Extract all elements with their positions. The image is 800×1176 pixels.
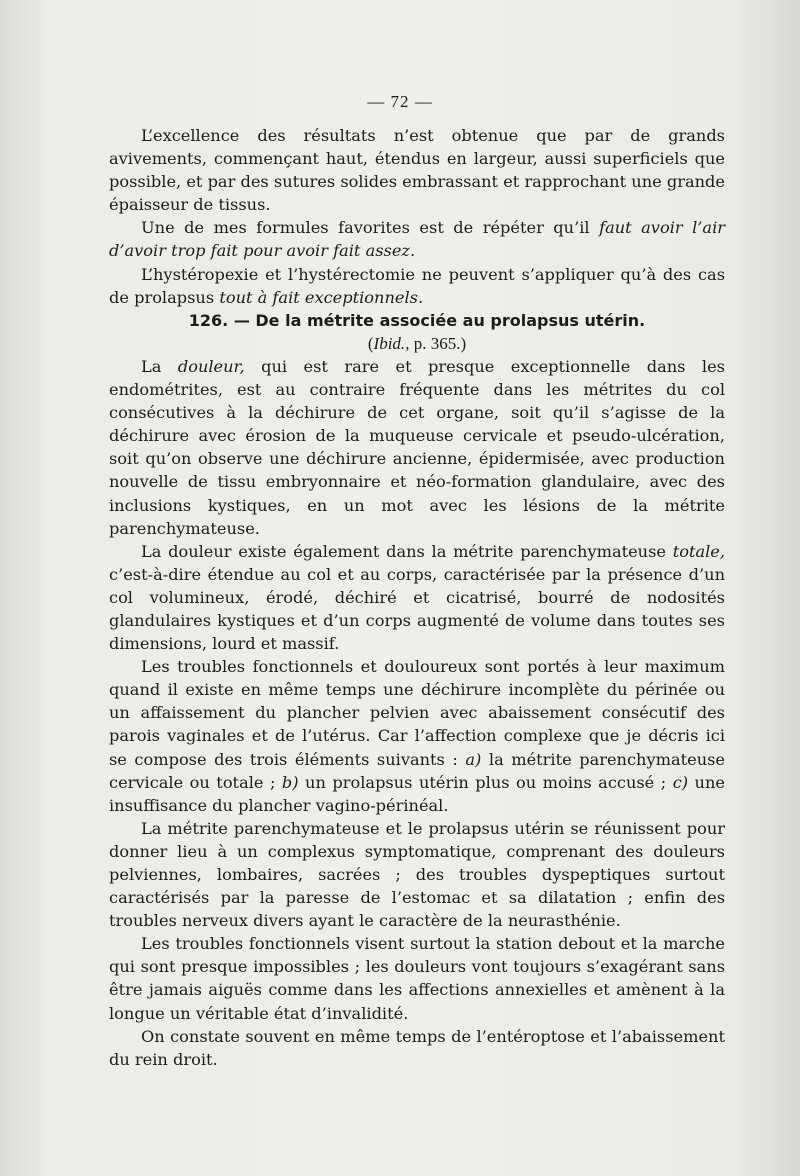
- list-marker-a: a): [465, 749, 482, 769]
- paragraph: [109, 263, 725, 309]
- paragraph: [109, 540, 725, 655]
- ref-ibid: Ibid.: [373, 333, 406, 353]
- paragraph-text: La métrite parenchymateuse et le prolapsus utérin se réunissent pour donner lieu à un complexus symptomatique, comprenant des douleurs pelviennes, lombaires, sacrées ; des troubles dyspeptiques surtout caractérisés par la paresse de l’estomac et sa dilatation ; enfin des troubles nerveux divers ayant le caractère de la neurasthénie.: [109, 818, 725, 931]
- section-reference: [109, 332, 725, 355]
- paragraph-text: L’hystéropexie et l’hystérectomie ne peuvent s’appliquer qu’à des cas de prolapsus: [109, 264, 725, 307]
- paragraph-text: La: [141, 356, 178, 376]
- ref-open-paren: (: [367, 333, 374, 353]
- paragraph: [109, 817, 725, 932]
- paragraph: [109, 124, 725, 216]
- paragraph-text: Les troubles fonctionnels et douloureux sont portés à leur maximum quand il existe en même temps une déchirure incomplète du périnée ou un affaissement du plancher pelvien avec abaissement consécutif des parois vaginales et de l’utérus. Car l’affection complexe que je décris ici se compose des trois éléments suivants :: [109, 657, 725, 769]
- paragraph: [109, 932, 725, 1024]
- paragraph-text: une insuffisance du plancher vagino-périnéal.: [109, 772, 725, 815]
- paragraph: [109, 655, 725, 817]
- ref-page: , p. 365.): [405, 333, 467, 353]
- paragraph-text: La douleur existe également dans la métrite parenchymateuse: [141, 541, 673, 561]
- paragraph-text: L’excellence des résultats n’est obtenue que par de grands avivements, commençant haut, étendus en largeur, aussi superficiels que possible, et par des sutures solides embrassant et rapprochant une grande épaisseur de tissus.: [109, 126, 725, 215]
- page-number: — 72 —: [367, 92, 433, 111]
- paragraph: [109, 355, 725, 540]
- italic-emphasis: tout à fait exceptionnels.: [219, 287, 424, 307]
- italic-emphasis: faut avoir l’air d’avoir trop fait pour avoir fait assez.: [109, 218, 725, 261]
- section-heading: 126. — De la métrite associée au prolapsus utérin.: [188, 310, 646, 330]
- page-body: [109, 124, 725, 1071]
- paragraph-text: la métrite parenchymateuse cervicale ou totale ;: [109, 749, 726, 792]
- paragraph-text: un prolapsus utérin plus ou moins accusé ;: [298, 772, 673, 792]
- list-marker-c: c): [672, 772, 689, 792]
- italic-emphasis: totale,: [672, 541, 725, 561]
- paragraph: [109, 216, 725, 262]
- paragraph-text: Une de mes formules favorites est de répéter qu’il: [141, 218, 600, 238]
- paragraph-text: Les troubles fonctionnels visent surtout la station debout et la marche qui sont presque impossibles ; les douleurs vont toujours s’exagérant sans être jamais aiguës comme dans les affections annexielles et amènent à la longue un véritable état d’invalidité.: [109, 934, 725, 1023]
- paragraph-text: qui est rare et presque exceptionnelle dans les endométrites, est au contraire fréquente dans les métrites du col consécutives à la déchirure de cet organe, soit qu’il s’agisse de la déchirure avec érosion de la muqueuse cervicale et pseudo-ulcération, soit qu’on observe une déchirure ancienne, épidermisée, avec production nouvelle de tissu embryonnaire et néo-formation glandulaire, avec des inclusions kystiques, en un mot avec les lésions de la métrite parenchymateuse.: [109, 356, 725, 538]
- paragraph: [109, 1025, 725, 1071]
- italic-emphasis: douleur,: [177, 356, 245, 376]
- paragraph-text: On constate souvent en même temps de l’entéroptose et l’abaissement du rein droit.: [109, 1026, 725, 1069]
- paragraph-text: c’est-à-dire étendue au col et au corps, caractérisée par la présence d’un col volumineux, érodé, déchiré et cicatrisé, bourré de nodosités glandulaires kystiques et d’un corps augmenté de volume dans toutes ses dimensions, lourd et massif.: [109, 564, 725, 654]
- list-marker-b: b): [281, 772, 299, 792]
